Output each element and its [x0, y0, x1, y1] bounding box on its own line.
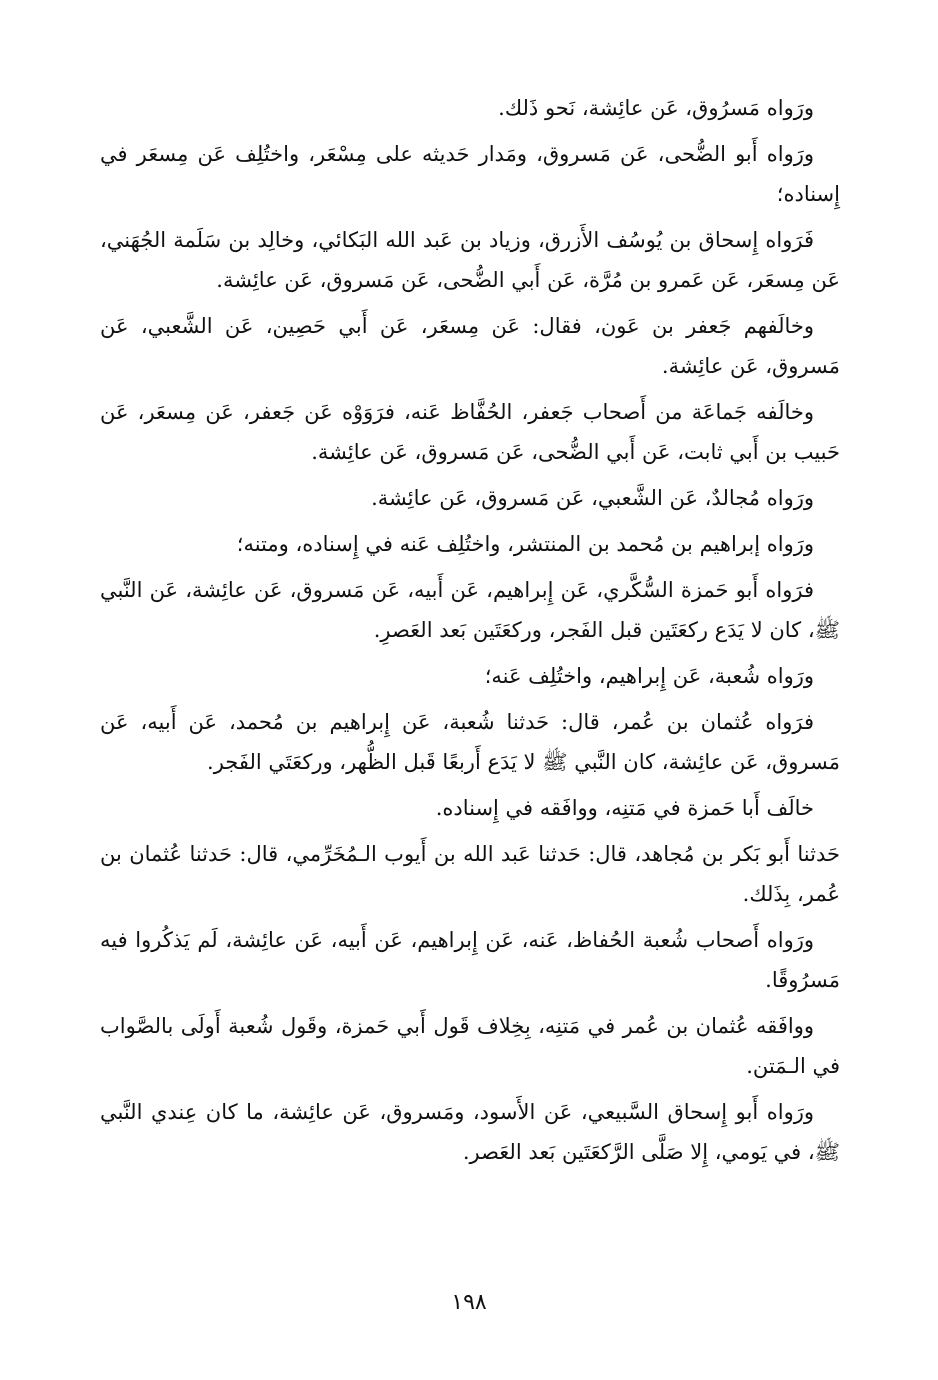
paragraph-11: خالَف أَبا حَمزة في مَتنِه، ووافَقه في إِسناده. [435, 796, 814, 820]
paragraph-7: ورَواه إبراهيم بن مُحمد بن المنتشر، واختُلِف عَنه في إِسناده، ومتنه؛ [236, 532, 814, 556]
page-body [100, 88, 840, 1178]
paragraph-2: ورَواه أَبو الضُّحى، عَن مَسروق، ومَدار حَديثه على مِسْعَر، واختُلِف عَن مِسعَر في إِسناده؛ [100, 142, 840, 206]
paragraph-4: وخالَفهم جَعفر بن عَون، فقال: عَن مِسعَر، عَن أَبي حَصِين، عَن الشَّعبي، عَن مَسروق، عَن عائِشة. [100, 314, 840, 378]
paragraph-5: وخالَفه جَماعَة من أَصحاب جَعفر، الحُفَّاظ عَنه، فرَوَوْه عَن جَعفر، عَن مِسعَر، عَن حَبيب بن أَبي ثابت، عَن أَبي الضُّحى، عَن مَسروق، عَن عائِشة. [100, 400, 840, 464]
paragraph-3: فَرَواه إِسحاق بن يُوسُف الأَزرق، وزياد بن عَبد الله البَكائي، وخالِد بن سَلَمة الجُهَني، عَن مِسعَر، عَن عَمرو بن مُرَّة، عَن أَبي الضُّحى، عَن مَسروق، عَن عائِشة. [100, 228, 840, 292]
paragraph-1: ورَواه مَسرُوق، عَن عائِشة، نَحو ذَلك. [498, 96, 814, 120]
paragraph-13: ورَواه أَصحاب شُعبة الحُفاظ، عَنه، عَن إِبراهيم، عَن أَبيه، عَن عائِشة، لَم يَذكُروا فيه مَسرُوقًا. [100, 928, 840, 992]
paragraph-9: ورَواه شُعبة، عَن إِبراهيم، واختُلِف عَنه؛ [484, 664, 814, 688]
paragraph-15: ورَواه أَبو إِسحاق السَّبيعي، عَن الأَسود، ومَسروق، عَن عائِشة، ما كان عِندي النَّبي ﷺ، في يَومي، إِلا صَلَّى الرَّكعَتَين بَعد العَصر. [100, 1100, 840, 1164]
paragraph-10: فرَواه عُثمان بن عُمر، قال: حَدثنا شُعبة، عَن إِبراهيم بن مُحمد، عَن أَبيه، عَن مَسروق، عَن عائِشة، كان النَّبي ﷺ لا يَدَع أَربعًا قَبل الظُّهر، وركعَتَي الفَجر. [100, 710, 840, 774]
paragraph-8: فرَواه أَبو حَمزة السُّكَّري، عَن إِبراهيم، عَن أَبيه، عَن مَسروق، عَن عائِشة، عَن النَّبي ﷺ، كان لا يَدَع ركعَتَين قبل الفَجر، وركعَتَين بَعد العَصرِ. [100, 578, 840, 642]
paragraph-12: حَدثنا أَبو بَكر بن مُجاهد، قال: حَدثنا عَبد الله بن أَيوب الـمُخَرِّمي، قال: حَدثنا عُثمان بن عُمر، بِذَلك. [100, 842, 840, 906]
paragraph-14: ووافَقه عُثمان بن عُمر في مَتنِه، بِخِلاف قَول أَبي حَمزة، وقَول شُعبة أَولَى بالصَّواب في الـمَتن. [100, 1014, 840, 1078]
page-number: ١٩٨ [451, 1290, 487, 1315]
paragraph-6: ورَواه مُجالدٌ، عَن الشَّعبي، عَن مَسروق، عَن عائِشة. [371, 486, 814, 510]
